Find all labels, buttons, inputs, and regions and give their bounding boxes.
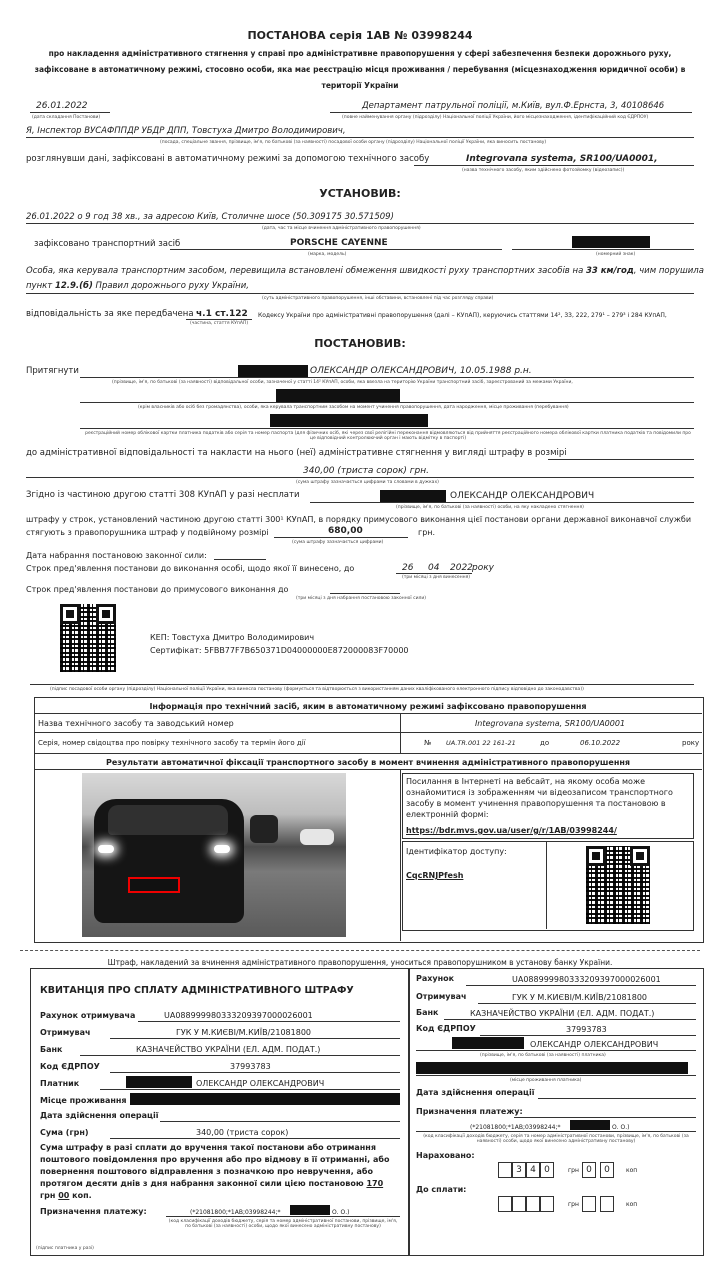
r-account-label: Рахунок отримувача: [40, 1011, 136, 1020]
tech-cert-label: Серія, номер свідоцтва про повірку технічного засобу та термін його дії: [38, 739, 306, 747]
article: ч.1 ст.122: [196, 309, 248, 319]
redacted-tax-id: [270, 414, 428, 427]
s-purpose-caption: (код класифікації доходів бюджету, серія та номер адміністративної постанови, прізвище, ім'я, по батькові (за наявності) особи, щодо якої винесено адміністративну постанову): [423, 1134, 689, 1144]
term-year: 2022: [450, 563, 473, 573]
decided-heading: ПОСТАНОВИВ:: [314, 337, 406, 350]
uah-label: грн.: [418, 528, 436, 537]
term-caption: (три місяці з дня винесення): [402, 575, 471, 580]
charged-kop-2: 0: [600, 1162, 614, 1178]
charged-kop: коп: [626, 1167, 638, 1174]
attract-label: Притягнути: [26, 366, 79, 376]
redacted-residence: [130, 1093, 400, 1105]
offence-time-place: 26.01.2022 о 9 год 38 хв., за адресою Київ, Столичне шосе (50.309175 30.571509): [26, 212, 394, 222]
r-residence-label: Місце проживання: [40, 1096, 127, 1105]
link-text: Посилання в Інтернеті на вебсайт, на якому особа може ознайомитися із зображенням чи відеозаписом транспортного засобу в момент учинення правопорушення та постановою в електронній формі:: [406, 777, 673, 819]
double-amount: 680,00: [328, 526, 363, 536]
charged-digit-2: 4: [526, 1162, 540, 1178]
tech-name-value: Integrovana systema, SR100/UA0001: [474, 719, 626, 728]
pay-kop-2[interactable]: [600, 1196, 614, 1212]
s-account: UA088999980333209397000026001: [512, 975, 661, 984]
pay-cell-2[interactable]: [512, 1196, 526, 1212]
fine-amount: 340,00 (триста сорок) грн.: [303, 466, 429, 476]
inspector-caption: (посада, спеціальне звання, прізвище, ім'я, по батькові (за наявності) посадової особи органу (підрозділу) Національної поліції України, яка виносить постанову): [160, 140, 547, 145]
headlight-right: [214, 845, 230, 853]
pay-kop-1[interactable]: [582, 1196, 596, 1212]
art308-text: Згідно із частиною другою статті 308 КУпАП у разі несплати: [26, 490, 300, 500]
cut-line: [20, 950, 700, 951]
r-purpose-end: О. О.): [332, 1209, 350, 1216]
document-title: ПОСТАНОВА серія 1АВ № 03998244: [247, 29, 473, 42]
time-place-caption: (дата, час та місце вчинення адміністративного правопорушення): [262, 226, 421, 231]
article-caption: (частина, стаття КУпАП): [190, 321, 249, 326]
s-account-label: Рахунок: [416, 974, 455, 983]
speed-text: Особа, яка керувала транспортним засобом, перевищила встановлені обмеження швидкості руху транспортних засобів на 33 км/год, чим порушила: [26, 266, 704, 276]
r-recipient-label: Отримувач: [40, 1028, 91, 1037]
signature-qr-code: [60, 604, 116, 672]
r-sum: 340,00 (триста сорок): [196, 1128, 289, 1137]
r-payer: ОЛЕКСАНДР ОЛЕКСАНДРОВИЧ: [196, 1079, 325, 1088]
r-edrpou: 37993783: [230, 1062, 271, 1071]
fine-text: до адміністративної відповідальності та накласти на нього (неї) адміністративне стягнення у вигляді штрафу в розмірі: [26, 448, 567, 458]
charged-grn: грн: [568, 1167, 579, 1174]
inspector: Я, Інспектор ВУСАФППДР УБДР ДПП, Товстуха Дмитро Володимирович,: [26, 126, 346, 136]
term-suffix: року: [472, 563, 494, 573]
r-note-4: протягом десяти днів з дня набрання законної сили цією постановою 170: [40, 1179, 384, 1188]
evidence-link[interactable]: https://bdr.mvs.gov.ua/user/g/r/1AB/03998244/: [406, 826, 617, 835]
r-recipient: ГУК У М.КИЄВІ/М.КИЇВ/21081800: [176, 1028, 312, 1037]
redacted-stub-address: [416, 1062, 688, 1074]
s-purpose-label: Призначення платежу:: [416, 1107, 523, 1116]
r-edrpou-label: Код ЄДРПОУ: [40, 1062, 100, 1071]
s-purpose: (*21081800;*1АВ;03998244;*: [470, 1124, 561, 1131]
decision-date: 26.01.2022: [36, 101, 88, 111]
redacted-stub-purpose: [570, 1120, 610, 1130]
considered-label: розглянувши дані, зафіксовані в автоматичному режимі за допомогою технічного засобу: [26, 154, 430, 164]
per-caption: (прізвище, ім'я, по батькові (за наявності) особи, на яку накладено стягнення): [396, 505, 584, 510]
cert-to: 06.10.2022: [580, 739, 621, 747]
charged-kop-1: 0: [582, 1162, 596, 1178]
redacted-plate: [572, 236, 650, 248]
term-label: Строк пред'явлення постанови до виконання особі, щодо якої її винесено, до: [26, 564, 355, 573]
offender-name-2: ОЛЕКСАНДР ОЛЕКСАНДРОВИЧ: [450, 491, 595, 501]
s-bank: КАЗНАЧЕЙСТВО УКРАЇНИ (ЕЛ. АДМ. ПОДАТ.): [470, 1009, 655, 1018]
r-sum-label: Сума (грн): [40, 1128, 89, 1137]
r-note-1: Сума штрафу в разі сплати до вручення такої постанови або отримання: [40, 1143, 376, 1152]
redacted-payer-surname: [126, 1076, 192, 1088]
cert-number: UA.TR.001 22 161-21: [446, 739, 516, 747]
term-month: 04: [428, 563, 440, 573]
r-bank: КАЗНАЧЕЙСТВО УКРАЇНИ (ЕЛ. АДМ. ПОДАТ.): [136, 1045, 321, 1054]
date-caption: (дата складання Постанови): [32, 115, 101, 120]
fine-caption: (сума штрафу зазначається цифрами та словами в дужках): [296, 480, 439, 485]
charged-digit-1: 3: [512, 1162, 526, 1178]
s-purpose-end: О. О.): [612, 1124, 630, 1131]
r-note-2: поштового повідомлення про вручення або про відмову в її отриманні, або: [40, 1155, 390, 1164]
subtitle-line-1: про накладення адміністративного стягнення у справі про адміністративне правопорушення у сфері забезпечення безпеки дорожнього руху,: [48, 49, 672, 58]
pay-cell-1[interactable]: [498, 1196, 512, 1212]
department-caption: (повне найменування органу (підрозділу) Національної поліції України, його місцезнаходження, ідентифікаційний код ЄДРПОУ): [342, 115, 649, 120]
cert-number-label: №: [424, 739, 432, 747]
s-to-pay-label: До сплати:: [416, 1185, 467, 1194]
term-day: 26: [402, 563, 414, 573]
liability-label: відповідальність за яке передбачена: [26, 309, 194, 319]
vehicle-label: зафіксовано транспортний засіб: [34, 239, 181, 249]
redacted-stub-surname: [452, 1037, 524, 1049]
s-charged-label: Нараховано:: [416, 1151, 475, 1160]
s-edrpou: 37993783: [566, 1025, 607, 1034]
signature-caption: (підпис посадової особи органу (підрозділу) Національної поліції України, яка винесла постанову (формується та відтворюється з використанням даних кваліфікованого електронного підпису відповідно до законодавства)): [50, 687, 584, 692]
charged-cell-empty-1: [498, 1162, 512, 1178]
pay-cell-3[interactable]: [526, 1196, 540, 1212]
code-text: Кодексу України про адміністративні правопорушення (далі – КУпАП), керуючись статтями 14², 33, 222, 279¹ – 279³ і 284 КУпАП,: [258, 312, 667, 319]
access-qr-code: [586, 846, 650, 924]
point-caption: (суть адміністративного правопорушення, інші обставини, встановлені під час розгляду справи): [262, 296, 494, 301]
r-op-date-label: Дата здійснення операції: [40, 1111, 159, 1120]
car-windshield: [108, 805, 228, 835]
established-heading: УСТАНОВИВ:: [319, 187, 401, 200]
redacted-surname: [238, 365, 308, 377]
results-heading: Результати автоматичної фіксації транспортного засобу в момент вчинення адміністративного правопорушення: [105, 758, 631, 767]
vehicle-model: PORSCHE CAYENNE: [290, 238, 388, 248]
redacted-purpose-name: [290, 1205, 330, 1215]
cert-to-label: до: [540, 739, 550, 747]
tech-name-label: Назва технічного засобу та заводський номер: [38, 719, 234, 728]
cert-year-label: року: [682, 739, 700, 747]
s-op-date-label: Дата здійснення операції: [416, 1088, 535, 1097]
background-car-2: [300, 829, 334, 845]
caption-2: (крім власників або осіб без громадянства), особи, яка керувала транспортним засобом на момент учинення правопорушення, дата народження, місце проживання (перебування): [138, 405, 569, 410]
s-name-caption: (прізвище, ім'я, по батькові (за наявності) платника): [480, 1053, 606, 1058]
subtitle-line-3: території України: [321, 81, 399, 90]
camera-photo: [82, 773, 346, 937]
pay-cell-4[interactable]: [540, 1196, 554, 1212]
background-car: [250, 815, 278, 843]
department: Департамент патрульної поліції, м.Київ, вул.Ф.Ернста, 3, 40108646: [362, 101, 665, 111]
access-code: CqcRNJPfesh: [406, 871, 464, 880]
redacted-surname-2: [380, 490, 446, 502]
penalty-text-1: штрафу у строк, установлений частиною другою статті 300¹ КУпАП, в порядку примусового виконання цієї постанови органи державної виконавчої служби: [26, 515, 692, 524]
access-label: Ідентифікатор доступу:: [406, 847, 507, 856]
r-purpose-caption: (код класифікації доходів бюджету, серія та номер адміністративної постанови, прізвище, ім'я, по батькові (за наявності) особи, щодо якої винесено адміністративну постанову): [168, 1219, 398, 1229]
s-name: ОЛЕКСАНДР ОЛЕКСАНДРОВИЧ: [530, 1040, 659, 1049]
r-note-3: повернення поштового відправлення з позначкою про невручення, або: [40, 1167, 373, 1176]
s-place-caption: (місце проживання платника): [510, 1078, 582, 1083]
forced-label: Строк пред'явлення постанови до примусового виконання до: [26, 585, 289, 594]
s-recipient-label: Отримувач: [416, 992, 467, 1001]
point-text: пункт 12.9.(б) Правил дорожнього руху України,: [26, 281, 249, 291]
redacted-address: [276, 389, 400, 402]
cut-line-text: Штраф, накладений за вчинення адміністративного правопорушення, уноситься правопорушником в установу банку України.: [107, 958, 613, 967]
tech-heading: Інформація про технічний засіб, яким в автоматичному режимі зафіксовано правопорушення: [149, 702, 587, 711]
subtitle-line-2: зафіксоване в автоматичному режимі, стосовно особи, яка має реєстрацію місця проживання / перебування (місцезнаходження юридичної особи) в: [34, 65, 686, 74]
s-edrpou-label: Код ЄДРПОУ: [416, 1024, 476, 1033]
r-note-5: грн 00 коп.: [40, 1191, 92, 1200]
kep-signer: КЕП: Товстуха Дмитро Володимирович: [150, 633, 315, 642]
r-purpose-label: Призначення платежу:: [40, 1207, 147, 1216]
pay-grn: грн: [568, 1201, 579, 1208]
effective-label: Дата набрання постановою законної сили:: [26, 551, 207, 560]
headlight-left: [98, 845, 114, 853]
plate-caption: (номерний знак): [596, 252, 636, 257]
r-bank-label: Банк: [40, 1045, 63, 1054]
r-payer-label: Платник: [40, 1079, 80, 1088]
forced-caption: (три місяці з дня набрання постановою законної сили): [296, 596, 427, 601]
offender-name: ОЛЕКСАНДР ОЛЕКСАНДРОВИЧ, 10.05.1988 р.н.: [310, 366, 532, 376]
vehicle-caption: (марка, модель): [308, 252, 347, 257]
person-caption: (прізвище, ім'я, по батькові (за наявності) відповідальної особи, зазначеної у статті 14² КУпАП, особи, яка ввезла на територію України транспортний засіб, зареєстрований за межами України,: [112, 380, 573, 385]
penalty-text-2: стягують з правопорушника штраф у подвійному розмірі: [26, 528, 269, 537]
device-caption: (назва технічного засобу, яким здійснено фотозйомку (відеозапис)): [462, 168, 625, 173]
charged-digit-3: 0: [540, 1162, 554, 1178]
certificate: Сертифікат: 5FBB77F7B650371D04000000E872000083F70000: [150, 646, 409, 655]
device-name: Integrovana systema, SR100/UA0001,: [466, 154, 658, 164]
receipt-heading: КВИТАНЦІЯ ПРО СПЛАТУ АДМІНІСТРАТИВНОГО ШТРАФУ: [40, 985, 354, 996]
redacted-plate-box: [128, 877, 180, 893]
pay-kop: коп: [626, 1201, 638, 1208]
s-recipient: ГУК У М.КИЄВІ/М.КИЇВ/21081800: [512, 993, 648, 1002]
caption-3: реєстраційний номер облікової картки платника податків або серія та номер паспорта (для фізичних осіб, які через свої релігійні переконання відмовляються від прийняття реєстраційного номера облікової картки платника податків та повідомили про це відповідний контролюючий орган і мають відмітку в паспорті): [85, 431, 691, 441]
double-caption: (сума штрафу зазначається цифрами): [292, 540, 384, 545]
r-account: UA088999980333209397000026001: [164, 1011, 313, 1020]
s-bank-label: Банк: [416, 1008, 439, 1017]
r-footer: (підпис платника у разі): [36, 1246, 94, 1251]
r-purpose: (*21081800;*1АВ;03998244;*: [190, 1209, 281, 1216]
